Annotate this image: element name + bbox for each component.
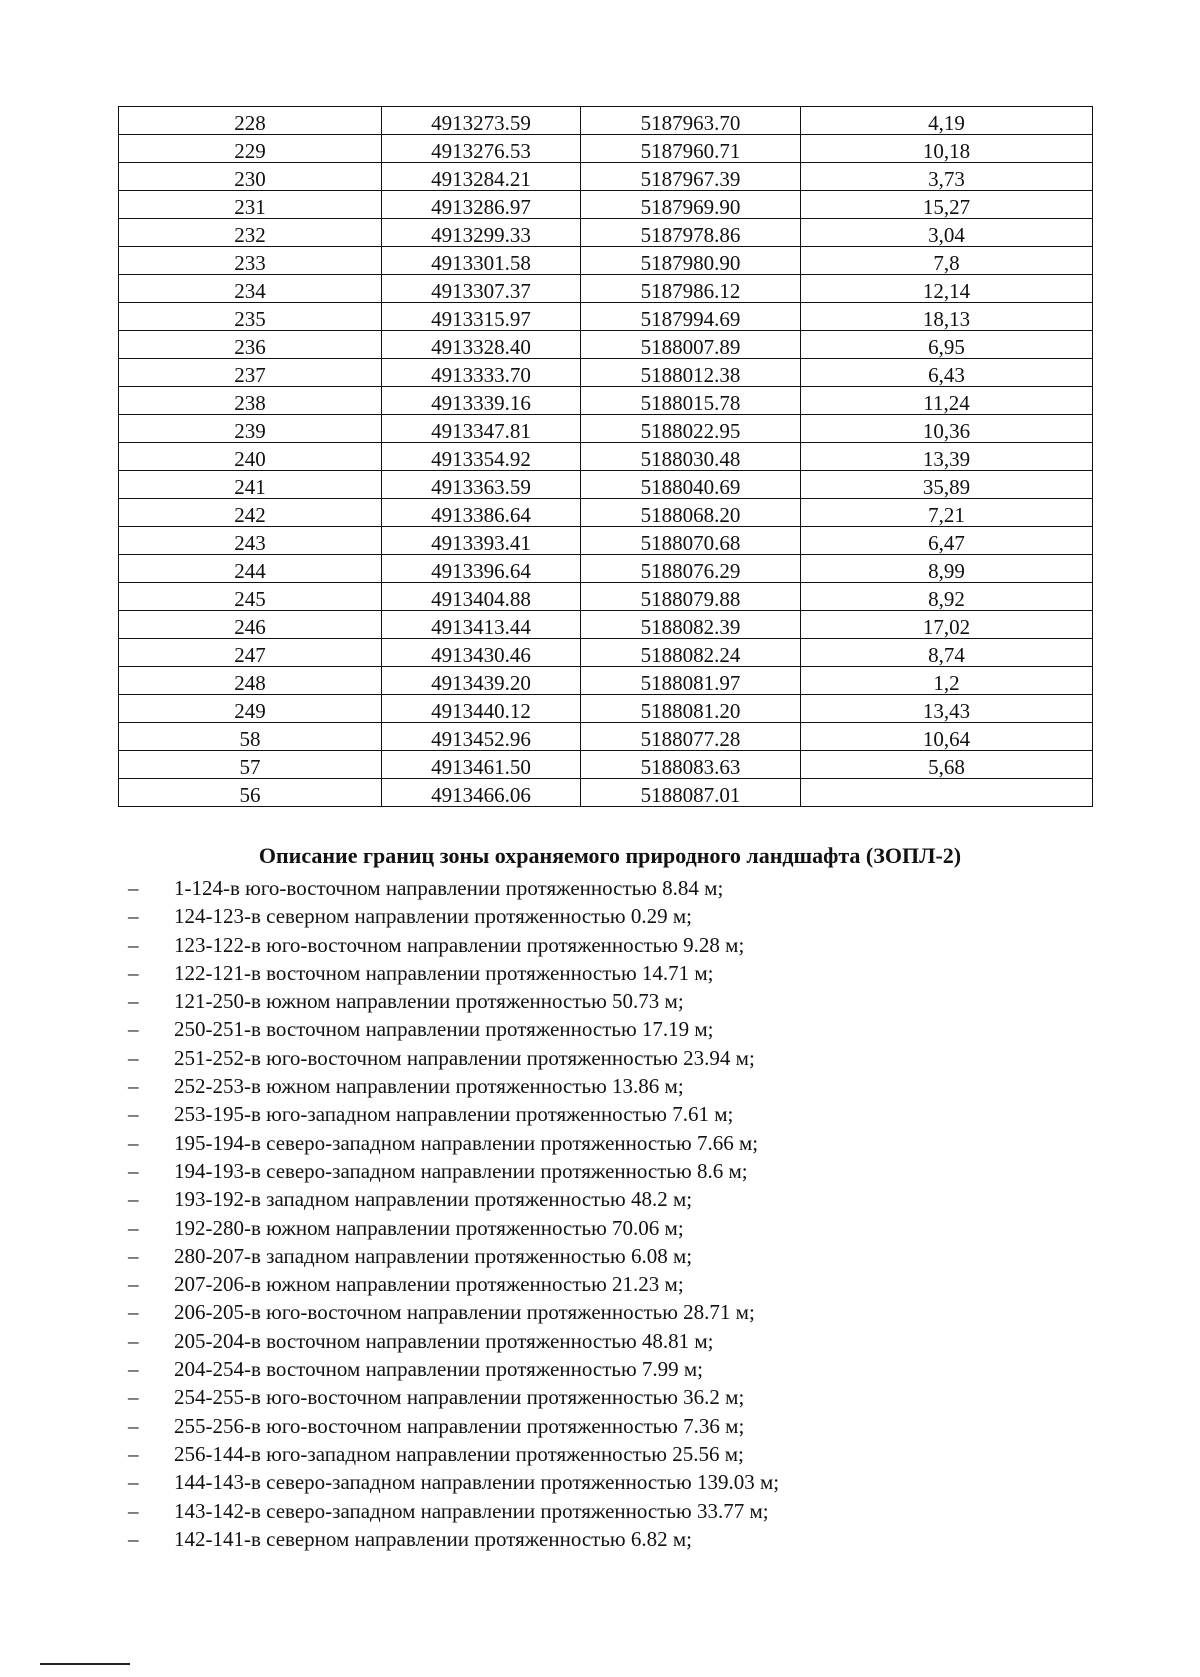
- y-coordinate-cell: 5188068.20: [581, 499, 801, 527]
- bullet-dash: –: [128, 1300, 139, 1325]
- y-coordinate-cell: 5188040.69: [581, 471, 801, 499]
- point-number-cell: 56: [119, 779, 382, 807]
- distance-cell: 10,64: [801, 723, 1093, 751]
- distance-cell: 5,68: [801, 751, 1093, 779]
- list-item: [128, 1100, 779, 1128]
- point-number-cell: 244: [119, 555, 382, 583]
- table-row: [119, 219, 1093, 247]
- bullet-dash: –: [128, 904, 139, 929]
- bullet-dash: –: [128, 1470, 139, 1495]
- segment-text: 204-254-в восточном направлении протяженностью 7.99 м;: [174, 1357, 704, 1382]
- y-coordinate-cell: 5187986.12: [581, 275, 801, 303]
- segment-text: 205-204-в восточном направлении протяженностью 48.81 м;: [174, 1328, 714, 1353]
- list-item: [128, 1525, 779, 1553]
- y-coordinate-cell: 5187960.71: [581, 135, 801, 163]
- table-row: [119, 135, 1093, 163]
- y-coordinate-cell: 5188007.89: [581, 331, 801, 359]
- list-item: [128, 1157, 779, 1185]
- distance-cell: 4,19: [801, 107, 1093, 135]
- point-number-cell: 236: [119, 331, 382, 359]
- point-number-cell: 57: [119, 751, 382, 779]
- point-number-cell: 239: [119, 415, 382, 443]
- table-row: [119, 583, 1093, 611]
- x-coordinate-cell: 4913315.97: [382, 303, 581, 331]
- distance-cell: 1,2: [801, 667, 1093, 695]
- distance-cell: 13,43: [801, 695, 1093, 723]
- y-coordinate-cell: 5188022.95: [581, 415, 801, 443]
- table-row: [119, 639, 1093, 667]
- bullet-dash: –: [128, 876, 139, 900]
- segment-text: 193-192-в западном направлении протяженностью 48.2 м;: [174, 1187, 693, 1212]
- x-coordinate-cell: 4913286.97: [382, 191, 581, 219]
- bullet-dash: –: [128, 932, 139, 957]
- x-coordinate-cell: 4913276.53: [382, 135, 581, 163]
- table-row: [119, 415, 1093, 443]
- table-row: [119, 471, 1093, 499]
- distance-cell: 3,73: [801, 163, 1093, 191]
- bullet-dash: –: [128, 1413, 139, 1438]
- distance-cell: 8,74: [801, 639, 1093, 667]
- distance-cell: 6,95: [801, 331, 1093, 359]
- list-item: [128, 1355, 779, 1383]
- segment-text: 194-193-в северо-западном направлении протяженностью 8.6 м;: [174, 1158, 748, 1183]
- x-coordinate-cell: 4913284.21: [382, 163, 581, 191]
- list-item: [128, 1044, 779, 1072]
- segment-text: 124-123-в северном направлении протяженностью 0.29 м;: [174, 904, 692, 929]
- distance-cell: 6,47: [801, 527, 1093, 555]
- x-coordinate-cell: 4913413.44: [382, 611, 581, 639]
- y-coordinate-cell: 5188079.88: [581, 583, 801, 611]
- x-coordinate-cell: 4913396.64: [382, 555, 581, 583]
- point-number-cell: 58: [119, 723, 382, 751]
- distance-cell: 6,43: [801, 359, 1093, 387]
- y-coordinate-cell: 5188081.97: [581, 667, 801, 695]
- segment-text: 195-194-в северо-западном направлении протяженностью 7.66 м;: [174, 1130, 759, 1155]
- y-coordinate-cell: 5188083.63: [581, 751, 801, 779]
- distance-cell: 35,89: [801, 471, 1093, 499]
- point-number-cell: 231: [119, 191, 382, 219]
- x-coordinate-cell: 4913466.06: [382, 779, 581, 807]
- y-coordinate-cell: 5188082.24: [581, 639, 801, 667]
- x-coordinate-cell: 4913354.92: [382, 443, 581, 471]
- point-number-cell: 248: [119, 667, 382, 695]
- point-number-cell: 234: [119, 275, 382, 303]
- x-coordinate-cell: 4913307.37: [382, 275, 581, 303]
- segment-text: 207-206-в южном направлении протяженностью 21.23 м;: [174, 1272, 684, 1297]
- x-coordinate-cell: 4913461.50: [382, 751, 581, 779]
- y-coordinate-cell: 5188077.28: [581, 723, 801, 751]
- bullet-dash: –: [128, 1187, 139, 1212]
- list-item: [128, 1185, 779, 1213]
- x-coordinate-cell: 4913328.40: [382, 331, 581, 359]
- table-row: [119, 695, 1093, 723]
- table-row: [119, 611, 1093, 639]
- table-row: [119, 779, 1093, 807]
- list-item: [128, 874, 779, 902]
- section-title: Описание границ зоны охраняемого природного ландшафта (ЗОПЛ-2): [258, 843, 962, 868]
- list-item: [128, 1497, 779, 1525]
- list-item: [128, 1214, 779, 1242]
- y-coordinate-cell: 5187969.90: [581, 191, 801, 219]
- segment-text: 280-207-в западном направлении протяженностью 6.08 м;: [174, 1243, 693, 1268]
- bullet-dash: –: [128, 989, 139, 1014]
- table-row: [119, 247, 1093, 275]
- segment-text: 254-255-в юго-восточном направлении протяженностью 36.2 м;: [174, 1385, 745, 1410]
- segment-text: 250-251-в восточном направлении протяженностью 17.19 м;: [174, 1017, 714, 1042]
- segment-text: 122-121-в восточном направлении протяженностью 14.71 м;: [174, 960, 714, 985]
- distance-cell: 3,04: [801, 219, 1093, 247]
- distance-cell: 7,21: [801, 499, 1093, 527]
- table-row: [119, 275, 1093, 303]
- distance-cell: 18,13: [801, 303, 1093, 331]
- table-row: [119, 163, 1093, 191]
- y-coordinate-cell: 5188070.68: [581, 527, 801, 555]
- point-number-cell: 238: [119, 387, 382, 415]
- bullet-dash: –: [128, 1328, 139, 1353]
- point-number-cell: 246: [119, 611, 382, 639]
- distance-cell: 10,36: [801, 415, 1093, 443]
- x-coordinate-cell: 4913333.70: [382, 359, 581, 387]
- bullet-dash: –: [128, 1385, 139, 1410]
- segment-text: 192-280-в южном направлении протяженностью 70.06 м;: [174, 1215, 684, 1240]
- point-number-cell: 233: [119, 247, 382, 275]
- bullet-dash: –: [128, 1272, 139, 1297]
- x-coordinate-cell: 4913339.16: [382, 387, 581, 415]
- segment-text: 1-124-в юго-восточном направлении протяженностью 8.84 м;: [174, 876, 724, 900]
- bullet-dash: –: [128, 1357, 139, 1382]
- table-row: [119, 751, 1093, 779]
- list-item: [128, 1072, 779, 1100]
- point-number-cell: 240: [119, 443, 382, 471]
- table-row: [119, 527, 1093, 555]
- list-item: [128, 1242, 779, 1270]
- coordinates-table: [118, 106, 1093, 807]
- x-coordinate-cell: 4913452.96: [382, 723, 581, 751]
- table-row: [119, 331, 1093, 359]
- list-item: [128, 1270, 779, 1298]
- y-coordinate-cell: 5187967.39: [581, 163, 801, 191]
- y-coordinate-cell: 5187980.90: [581, 247, 801, 275]
- bullet-dash: –: [128, 1045, 139, 1070]
- table-row: [119, 443, 1093, 471]
- list-item: [128, 1468, 779, 1496]
- point-number-cell: 229: [119, 135, 382, 163]
- list-item: [128, 1412, 779, 1440]
- y-coordinate-cell: 5187994.69: [581, 303, 801, 331]
- point-number-cell: 247: [119, 639, 382, 667]
- x-coordinate-cell: 4913273.59: [382, 107, 581, 135]
- table-row: [119, 723, 1093, 751]
- bullet-dash: –: [128, 1498, 139, 1523]
- boundary-segments-list: [128, 874, 779, 1553]
- list-item: [128, 1298, 779, 1326]
- list-item: [128, 1015, 779, 1043]
- y-coordinate-cell: 5188076.29: [581, 555, 801, 583]
- point-number-cell: 237: [119, 359, 382, 387]
- list-item: [128, 959, 779, 987]
- point-number-cell: 245: [119, 583, 382, 611]
- table-row: [119, 107, 1093, 135]
- footer-divider: [40, 1663, 130, 1665]
- x-coordinate-cell: 4913393.41: [382, 527, 581, 555]
- point-number-cell: 241: [119, 471, 382, 499]
- segment-text: 255-256-в юго-восточном направлении протяженностью 7.36 м;: [174, 1413, 745, 1438]
- distance-cell: [801, 779, 1093, 807]
- y-coordinate-cell: 5187978.86: [581, 219, 801, 247]
- distance-cell: 10,18: [801, 135, 1093, 163]
- segment-text: 144-143-в северо-западном направлении протяженностью 139.03 м;: [174, 1470, 780, 1495]
- list-item: [128, 1129, 779, 1157]
- bullet-dash: –: [128, 960, 139, 985]
- point-number-cell: 242: [119, 499, 382, 527]
- distance-cell: 8,99: [801, 555, 1093, 583]
- point-number-cell: 243: [119, 527, 382, 555]
- bullet-dash: –: [128, 1441, 139, 1466]
- x-coordinate-cell: 4913430.46: [382, 639, 581, 667]
- y-coordinate-cell: 5188087.01: [581, 779, 801, 807]
- list-item: [128, 931, 779, 959]
- list-item: [128, 987, 779, 1015]
- bullet-dash: –: [128, 1526, 139, 1551]
- x-coordinate-cell: 4913439.20: [382, 667, 581, 695]
- segment-text: 251-252-в юго-восточном направлении протяженностью 23.94 м;: [174, 1045, 755, 1070]
- distance-cell: 12,14: [801, 275, 1093, 303]
- bullet-dash: –: [128, 1243, 139, 1268]
- x-coordinate-cell: 4913386.64: [382, 499, 581, 527]
- table-row: [119, 555, 1093, 583]
- segment-text: 206-205-в юго-восточном направлении протяженностью 28.71 м;: [174, 1300, 755, 1325]
- table-row: [119, 387, 1093, 415]
- table-row: [119, 191, 1093, 219]
- y-coordinate-cell: 5188012.38: [581, 359, 801, 387]
- bullet-dash: –: [128, 1130, 139, 1155]
- bullet-dash: –: [128, 1017, 139, 1042]
- point-number-cell: 232: [119, 219, 382, 247]
- x-coordinate-cell: 4913301.58: [382, 247, 581, 275]
- list-item: [128, 1440, 779, 1468]
- table-row: [119, 499, 1093, 527]
- table-row: [119, 303, 1093, 331]
- list-item: [128, 1383, 779, 1411]
- segment-text: 143-142-в северо-западном направлении протяженностью 33.77 м;: [174, 1498, 769, 1523]
- y-coordinate-cell: 5188015.78: [581, 387, 801, 415]
- distance-cell: 13,39: [801, 443, 1093, 471]
- x-coordinate-cell: 4913347.81: [382, 415, 581, 443]
- x-coordinate-cell: 4913404.88: [382, 583, 581, 611]
- distance-cell: 7,8: [801, 247, 1093, 275]
- list-item: [128, 1327, 779, 1355]
- point-number-cell: 230: [119, 163, 382, 191]
- y-coordinate-cell: 5188030.48: [581, 443, 801, 471]
- point-number-cell: 235: [119, 303, 382, 331]
- x-coordinate-cell: 4913440.12: [382, 695, 581, 723]
- y-coordinate-cell: 5187963.70: [581, 107, 801, 135]
- segment-text: 142-141-в северном направлении протяженностью 6.82 м;: [174, 1526, 692, 1551]
- list-item: [128, 902, 779, 930]
- segment-text: 253-195-в юго-западном направлении протяженностью 7.61 м;: [174, 1102, 734, 1127]
- table-row: [119, 359, 1093, 387]
- bullet-dash: –: [128, 1158, 139, 1183]
- segment-text: 256-144-в юго-западном направлении протяженностью 25.56 м;: [174, 1441, 744, 1466]
- bullet-dash: –: [128, 1215, 139, 1240]
- segment-text: 121-250-в южном направлении протяженностью 50.73 м;: [174, 989, 684, 1014]
- bullet-dash: –: [128, 1074, 139, 1099]
- coordinates-table-body: [119, 107, 1093, 807]
- table-row: [119, 667, 1093, 695]
- distance-cell: 11,24: [801, 387, 1093, 415]
- segment-text: 252-253-в южном направлении протяженностью 13.86 м;: [174, 1074, 684, 1099]
- y-coordinate-cell: 5188082.39: [581, 611, 801, 639]
- distance-cell: 8,92: [801, 583, 1093, 611]
- y-coordinate-cell: 5188081.20: [581, 695, 801, 723]
- x-coordinate-cell: 4913363.59: [382, 471, 581, 499]
- distance-cell: 15,27: [801, 191, 1093, 219]
- bullet-dash: –: [128, 1102, 139, 1127]
- point-number-cell: 249: [119, 695, 382, 723]
- segment-text: 123-122-в юго-восточном направлении протяженностью 9.28 м;: [174, 932, 745, 957]
- x-coordinate-cell: 4913299.33: [382, 219, 581, 247]
- distance-cell: 17,02: [801, 611, 1093, 639]
- point-number-cell: 228: [119, 107, 382, 135]
